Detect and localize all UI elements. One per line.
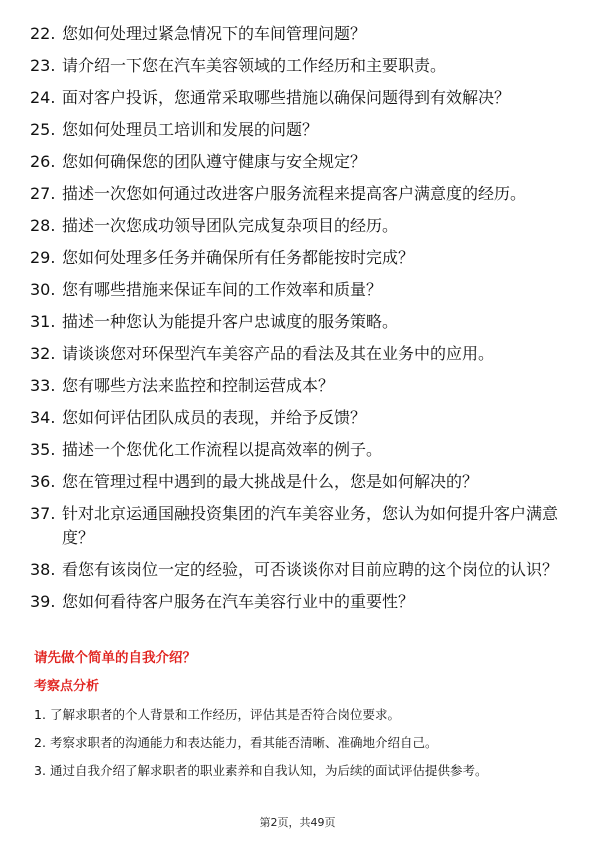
question-list (30, 22, 570, 622)
question-text: 描述一个您优化工作流程以提高效率的例子。 (62, 440, 383, 459)
question-item (30, 406, 570, 430)
analysis-item (34, 706, 570, 724)
question-number: 28. (30, 216, 56, 235)
self-intro-section (30, 648, 570, 790)
question-item (30, 438, 570, 462)
question-item (30, 278, 570, 302)
question-item (30, 86, 570, 110)
question-text: 请介绍一下您在汽车美容领域的工作经历和主要职责。 (62, 56, 447, 75)
question-text: 您如何处理多任务并确保所有任务都能按时完成？ (62, 248, 415, 267)
page-footer: 第2页，共49页 (259, 816, 336, 829)
question-number: 34. (30, 408, 56, 427)
question-number: 23. (30, 56, 56, 75)
question-text: 您如何确保您的团队遵守健康与安全规定？ (62, 152, 367, 171)
question-number: 25. (30, 120, 56, 139)
question-item (30, 118, 570, 142)
question-text: 描述一次您如何通过改进客户服务流程来提高客户满意度的经历。 (62, 184, 527, 203)
section-subtitle: 考察点分析 (34, 679, 100, 694)
question-item (30, 22, 570, 46)
analysis-number: 1. (34, 707, 46, 722)
analysis-text: 通过自我介绍了解求职者的职业素养和自我认知，为后续的面试评估提供参考。 (50, 763, 488, 778)
question-number: 31. (30, 312, 56, 331)
question-number: 37. (30, 504, 56, 523)
analysis-text: 考察求职者的沟通能力和表达能力，看其能否清晰、准确地介绍自己。 (50, 735, 438, 750)
question-number: 38. (30, 560, 56, 579)
question-text: 您如何处理过紧急情况下的车间管理问题？ (62, 24, 367, 43)
question-item (30, 558, 570, 582)
question-item (30, 214, 570, 238)
analysis-number: 2. (34, 735, 46, 750)
question-text: 您如何处理员工培训和发展的问题？ (62, 120, 319, 139)
question-number: 30. (30, 280, 56, 299)
question-number: 27. (30, 184, 56, 203)
question-item (30, 182, 570, 206)
question-number: 26. (30, 152, 56, 171)
question-text: 描述一次您成功领导团队完成复杂项目的经历。 (62, 216, 399, 235)
question-text: 您有哪些方法来监控和控制运营成本？ (62, 376, 335, 395)
analysis-number: 3. (34, 763, 46, 778)
question-item (30, 502, 570, 550)
question-number: 36. (30, 472, 56, 491)
question-number: 24. (30, 88, 56, 107)
question-item (30, 374, 570, 398)
section-title: 请先做个简单的自我介绍？ (34, 650, 196, 666)
analysis-item (34, 734, 570, 752)
question-item (30, 342, 570, 366)
question-number: 32. (30, 344, 56, 363)
question-text: 针对北京运通国融投资集团的汽车美容业务，您认为如何提升客户满意度？ (62, 504, 559, 547)
analysis-item (34, 762, 570, 780)
question-text: 面对客户投诉，您通常采取哪些措施以确保问题得到有效解决？ (62, 88, 511, 107)
question-text: 您在管理过程中遇到的最大挑战是什么，您是如何解决的？ (62, 472, 479, 491)
question-item (30, 590, 570, 614)
analysis-text: 了解求职者的个人背景和工作经历，评估其是否符合岗位要求。 (50, 707, 401, 722)
question-item (30, 150, 570, 174)
question-item (30, 470, 570, 494)
question-item (30, 246, 570, 270)
question-number: 35. (30, 440, 56, 459)
question-text: 请谈谈您对环保型汽车美容产品的看法及其在业务中的应用。 (62, 344, 495, 363)
question-text: 描述一种您认为能提升客户忠诚度的服务策略。 (62, 312, 399, 331)
question-text: 您如何看待客户服务在汽车美容行业中的重要性？ (62, 592, 415, 611)
question-text: 看您有该岗位一定的经验，可否谈谈你对目前应聘的这个岗位的认识？ (62, 560, 559, 579)
question-number: 29. (30, 248, 56, 267)
question-text: 您如何评估团队成员的表现，并给予反馈？ (62, 408, 367, 427)
question-number: 39. (30, 592, 56, 611)
analysis-list (30, 706, 570, 780)
question-number: 22. (30, 24, 56, 43)
question-item (30, 310, 570, 334)
question-number: 33. (30, 376, 56, 395)
question-item (30, 54, 570, 78)
question-text: 您有哪些措施来保证车间的工作效率和质量？ (62, 280, 383, 299)
